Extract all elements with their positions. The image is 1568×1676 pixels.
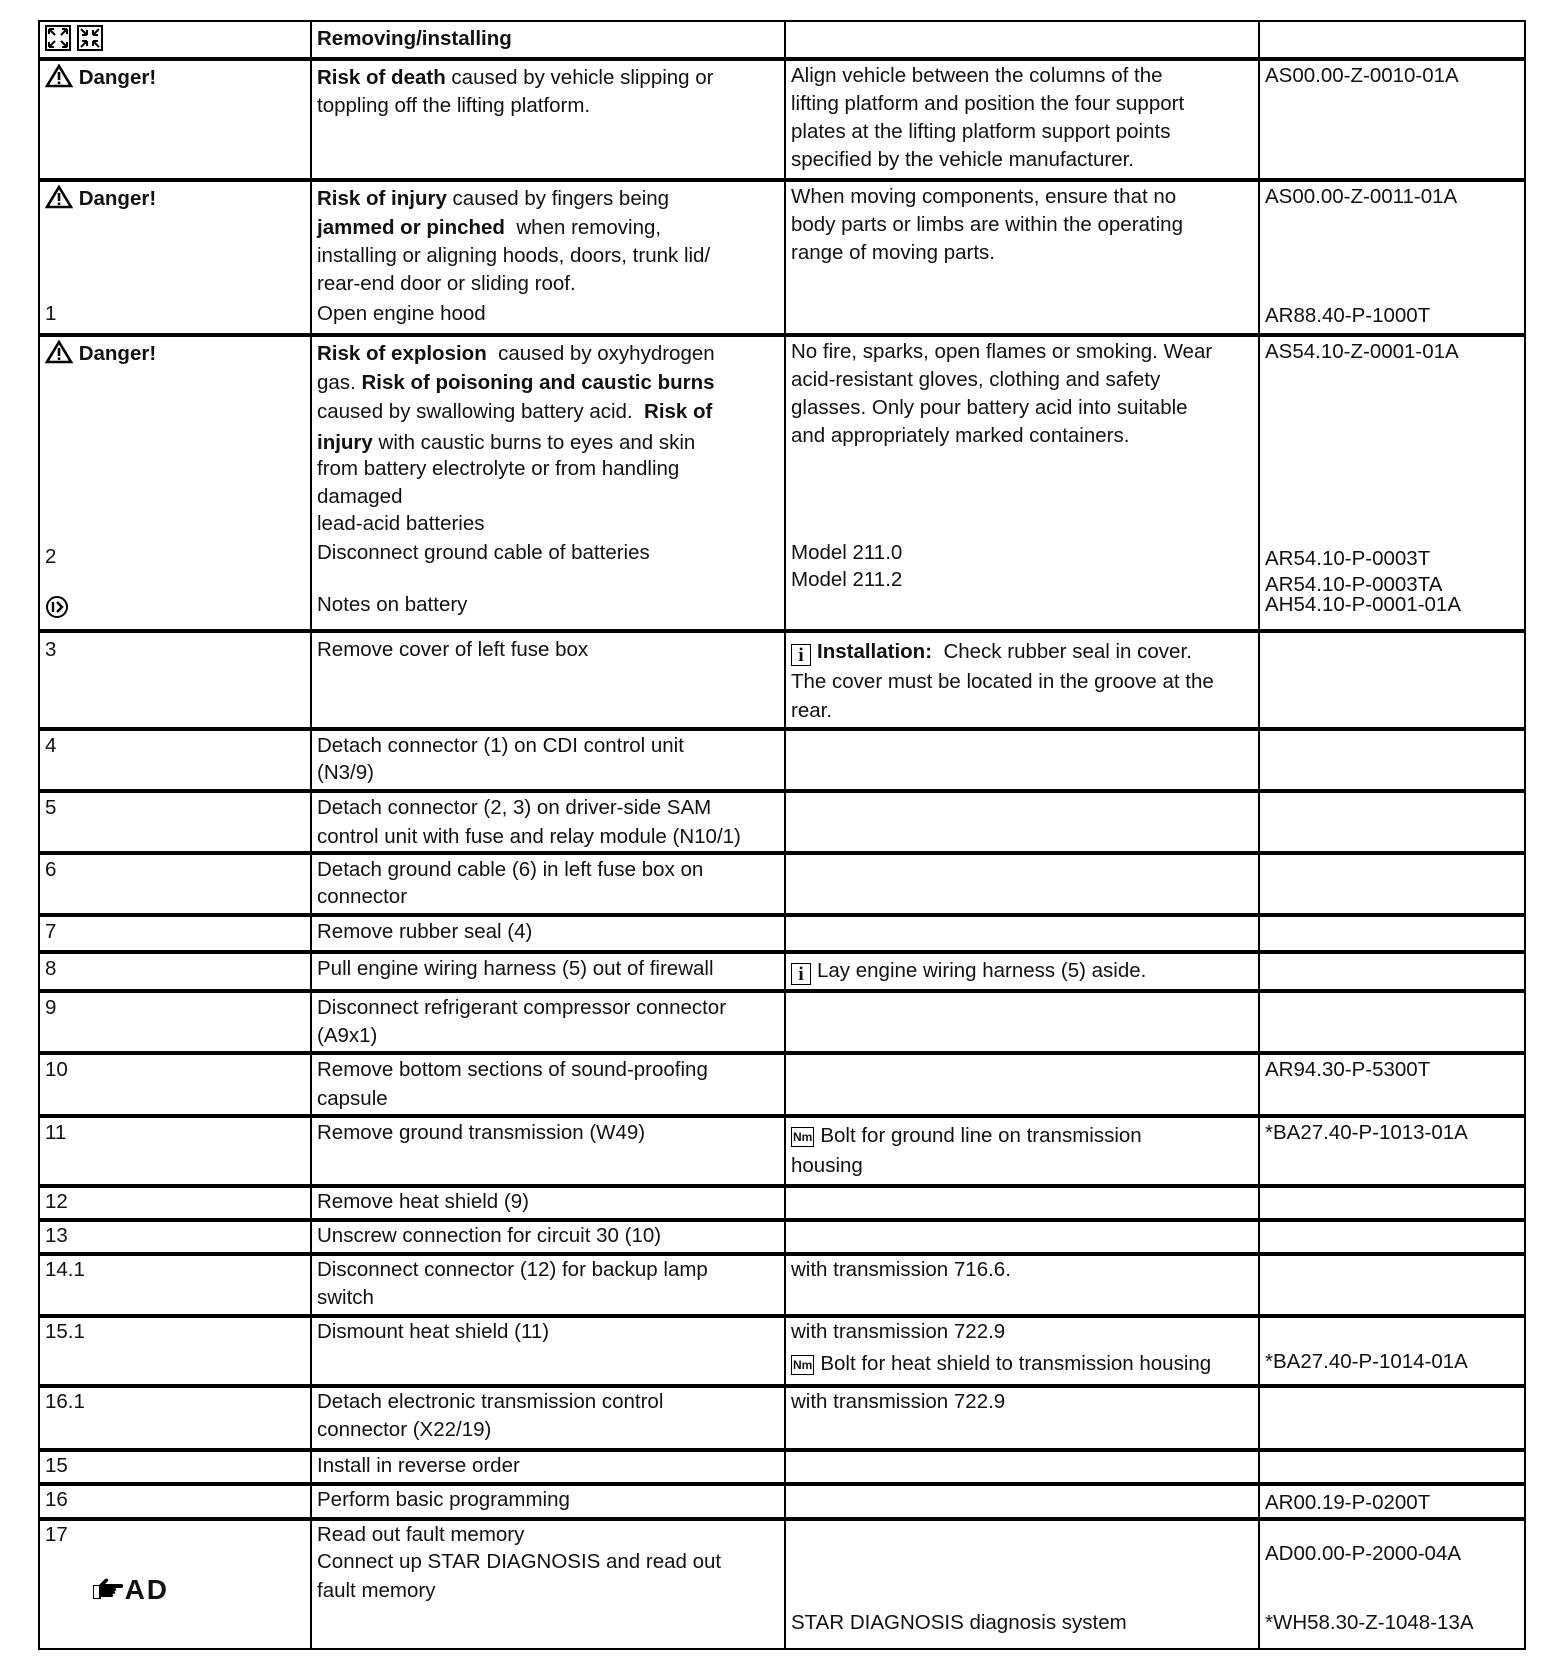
step-number: 15.1 — [45, 1320, 85, 1343]
step-number: 17 — [45, 1523, 68, 1546]
model-label: Model 211.2 — [791, 568, 903, 591]
install-icon — [77, 25, 103, 59]
doc-reference[interactable]: AS54.10-Z-0001-01A — [1265, 340, 1459, 363]
nm-torque-icon: Nm — [791, 1127, 814, 1147]
step-text: Detach ground cable (6) in left fuse box on — [317, 858, 704, 881]
remedy-text: Align vehicle between the columns of the lifting platform and position the four support plates at the lifting platform support points specified by the vehicle manufacturer. — [784, 61, 1258, 178]
pointing-hand-icon — [91, 1577, 125, 1611]
remove-icon — [45, 25, 71, 59]
step-text: Remove cover of left fuse box — [317, 638, 589, 661]
step-number: 8 — [45, 957, 57, 980]
remark-text: with transmission 722.9 — [791, 1390, 1006, 1413]
remedy-text: When moving components, ensure that no body parts or limbs are within the operating range of moving parts. — [784, 182, 1258, 333]
step-text: Detach connector (1) on CDI control unit — [317, 734, 684, 757]
step-text: Remove rubber seal (4) — [317, 920, 533, 943]
risk-text: toppling off the lifting platform. — [317, 94, 591, 117]
doc-reference[interactable]: *WH58.30-Z-1048-13A — [1265, 1611, 1474, 1634]
danger-label: Danger! — [78, 342, 157, 365]
ad-label: AD — [124, 1574, 170, 1605]
model-label: Model 211.0 — [791, 541, 903, 564]
step-text: Remove ground transmission (W49) — [317, 1121, 646, 1144]
danger-row-injury: Danger! 1 Risk of injury caused by fingers being jammed or pinched when removing, installing or aligning hoods, doors, trunk lid/ rear-end door or sliding roof. Open engine hood When moving components, ensure that no body parts or limbs are within the operating range of moving parts. AS00.00-Z-0011-01A AR88.40-P-1000T — [38, 180, 1526, 335]
step-number: 7 — [45, 920, 57, 943]
danger-label: Danger! — [78, 66, 157, 89]
doc-reference[interactable]: AR88.40-P-1000T — [1265, 304, 1431, 327]
doc-reference[interactable]: AD00.00-P-2000-04A — [1265, 1542, 1462, 1565]
doc-reference[interactable]: *BA27.40-P-1013-01A — [1265, 1121, 1468, 1144]
info-box-icon: i — [791, 963, 811, 985]
step-row: 5 Detach connector (2, 3) on driver-side SAM control unit with fuse and relay module (N10/1) — [38, 791, 1526, 853]
step-text: Detach connector (2, 3) on driver-side SAM — [317, 796, 712, 819]
risk-title: Risk of injury — [317, 187, 447, 210]
step-text: Remove bottom sections of sound-proofing — [317, 1058, 708, 1081]
nm-torque-icon: Nm — [791, 1355, 814, 1375]
note-text: Notes on battery — [317, 593, 468, 616]
step-row: 8 Pull engine wiring harness (5) out of firewall i Lay engine wiring harness (5) aside. — [38, 952, 1526, 991]
step-row — [38, 915, 1526, 952]
step-text: Unscrew connection for circuit 30 (10) — [317, 1224, 662, 1247]
step-row: 15.1 Dismount heat shield (11) with transmission 722.9 Nm Bolt for heat shield to transmission housing *BA27.40-P-1014-01A — [38, 1316, 1526, 1386]
step-text: Disconnect refrigerant compressor connector — [317, 996, 727, 1019]
doc-reference[interactable]: AR54.10-P-0003T — [1265, 547, 1431, 570]
remark-text: with transmission 716.6. — [791, 1258, 1011, 1281]
step-number: 12 — [45, 1190, 68, 1213]
doc-reference[interactable]: AR54.10-P-0003TA — [1265, 573, 1443, 596]
remark-text: with transmission 722.9 — [791, 1320, 1006, 1343]
step-row: 10 Remove bottom sections of sound-proofing capsule AR94.30-P-5300T — [38, 1053, 1526, 1116]
remedy-text: No fire, sparks, open flames or smoking. Wear acid-resistant gloves, clothing and safety glasses. Only pour battery acid into suitable and appropriately marked containers. Model 211.0 Model 211.2 — [784, 337, 1258, 629]
step-number: 13 — [45, 1224, 68, 1247]
step-text: Dismount heat shield (11) — [317, 1320, 550, 1343]
danger-label: Danger! — [78, 187, 157, 210]
procedure-table — [38, 20, 1526, 1662]
step-number: 3 — [45, 638, 57, 661]
info-box-icon: i — [791, 644, 811, 666]
step-row — [38, 1484, 1526, 1519]
step-row: 9 Disconnect refrigerant compressor connector (A9x1) — [38, 991, 1526, 1053]
step-number: 5 — [45, 796, 57, 819]
step-row — [38, 1450, 1526, 1484]
danger-row-explosion: Danger! 2 Risk of explosion caused by oxyhydrogen gas. Risk of poisoning and caustic burns caused by swallowing battery acid. Risk of injury with caustic burns to eyes and skin from battery electrolyte or from handling damaged lead-acid batteries Disconnect ground cable of batteries Notes on battery No fire, sparks, open flames or smoking. Wear acid-resistant gloves, clothing and safety glasses. Only pour battery acid into suitable and appropriately marked containers. Model 211.0 Model 211.2 AS54.10-Z-0001-01A AR54.10-P-0003T AR54.10-P-0003TA AH54.10-P-0001-01A — [38, 335, 1526, 631]
step-text: Disconnect connector (12) for backup lamp — [317, 1258, 708, 1281]
step-row: 3 Remove cover of left fuse box i Installation: Check rubber seal in cover. The cover must be located in the groove at the rear. — [38, 631, 1526, 729]
header-title: Removing/installing — [310, 22, 784, 57]
step-text: Install in reverse order — [317, 1454, 520, 1477]
step-row: 11 Remove ground transmission (W49) Nm Bolt for ground line on transmission housing *BA27.40-P-1013-01A — [38, 1116, 1526, 1186]
step-row: 17 AD Read out fault memory Connect up STAR DIAGNOSIS and read out fault memory STAR DIAGNOSIS diagnosis system AD00.00-P-2000-04A *WH58.30-Z-1048-13A — [38, 1519, 1526, 1650]
step-number: 16.1 — [45, 1390, 85, 1413]
step-text: Remove heat shield (9) — [317, 1190, 529, 1213]
warning-triangle-icon — [45, 185, 73, 217]
step-number: 4 — [45, 734, 57, 757]
warning-triangle-icon — [45, 340, 73, 372]
doc-reference[interactable]: AR00.19-P-0200T — [1265, 1491, 1431, 1514]
step-row — [38, 1186, 1526, 1220]
note-arrow-icon — [45, 595, 69, 627]
risk-title: Risk of death — [317, 66, 446, 89]
doc-reference[interactable]: AR94.30-P-5300T — [1265, 1058, 1431, 1081]
step-text: Detach electronic transmission control — [317, 1390, 664, 1413]
step-number: 6 — [45, 858, 57, 881]
danger-row-death: Danger! Risk of death caused by vehicle slipping or toppling off the lifting platform. Align vehicle between the columns of the lifting platform and position the four support plates at the lifting platform support points specified by the vehicle manufacturer. AS00.00-Z-0010-01A — [38, 59, 1526, 180]
step-number: 9 — [45, 996, 57, 1019]
remark-text: STAR DIAGNOSIS diagnosis system — [791, 1611, 1127, 1634]
step-number: 2 — [45, 545, 57, 568]
risk-title: Risk of explosion — [317, 342, 487, 365]
step-number: 10 — [45, 1058, 68, 1081]
step-number: 14.1 — [45, 1258, 85, 1281]
step-row — [38, 1220, 1526, 1254]
header-icons-cell — [40, 22, 310, 57]
header-row — [38, 20, 1526, 59]
step-text: Disconnect ground cable of batteries — [317, 541, 650, 564]
doc-reference[interactable]: AH54.10-P-0001-01A — [1265, 593, 1462, 616]
step-row: 6 Detach ground cable (6) in left fuse box on connector — [38, 853, 1526, 915]
step-row: 16.1 Detach electronic transmission control connector (X22/19) with transmission 722.9 — [38, 1386, 1526, 1450]
doc-reference[interactable]: AS00.00-Z-0011-01A — [1265, 185, 1458, 208]
step-number: 16 — [45, 1488, 68, 1511]
step-row: 14.1 Disconnect connector (12) for backup lamp switch with transmission 716.6. — [38, 1254, 1526, 1316]
warning-triangle-icon — [45, 64, 73, 96]
doc-reference[interactable]: AS00.00-Z-0010-01A — [1265, 64, 1459, 87]
step-text: Read out fault memory — [317, 1523, 525, 1546]
step-text: Perform basic programming — [317, 1488, 570, 1511]
step-number: 1 — [45, 302, 57, 325]
step-number: 15 — [45, 1454, 68, 1477]
step-text: Pull engine wiring harness (5) out of firewall — [317, 957, 714, 980]
step-row: 4 Detach connector (1) on CDI control unit (N3/9) — [38, 729, 1526, 791]
doc-reference[interactable]: *BA27.40-P-1014-01A — [1265, 1350, 1468, 1373]
step-text: Open engine hood — [317, 302, 486, 325]
step-number: 11 — [45, 1121, 67, 1144]
